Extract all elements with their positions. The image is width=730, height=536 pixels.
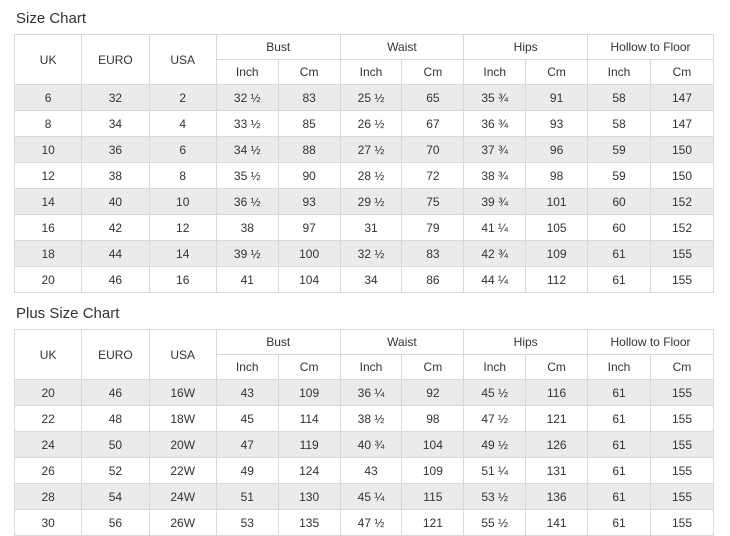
table-row xyxy=(15,432,714,458)
size-chart-title: Size Chart xyxy=(16,10,87,27)
cell-waist-inch: 34 xyxy=(340,267,402,293)
cell-hips-cm: 101 xyxy=(526,189,588,215)
subheader-hips-inch: Inch xyxy=(464,60,526,85)
cell-waist-inch: 28 ½ xyxy=(340,163,402,189)
cell-hollow-inch: 61 xyxy=(588,510,651,536)
cell-hollow-cm: 155 xyxy=(650,406,713,432)
cell-bust-inch: 43 xyxy=(216,380,278,406)
cell-waist-inch: 29 ½ xyxy=(340,189,402,215)
cell-hollow-cm: 155 xyxy=(650,432,713,458)
subheader-hollow-cm: Cm xyxy=(650,60,713,85)
cell-euro: 36 xyxy=(82,137,149,163)
header-uk: UK xyxy=(15,35,82,85)
cell-bust-cm: 83 xyxy=(278,85,340,111)
cell-bust-inch: 35 ½ xyxy=(216,163,278,189)
cell-hips-cm: 96 xyxy=(526,137,588,163)
cell-waist-inch: 38 ½ xyxy=(340,406,402,432)
cell-hips-cm: 93 xyxy=(526,111,588,137)
subheader-hollow-inch: Inch xyxy=(588,60,651,85)
cell-hips-inch: 51 ¼ xyxy=(464,458,526,484)
cell-euro: 54 xyxy=(82,484,149,510)
cell-euro: 46 xyxy=(82,380,149,406)
cell-bust-inch: 51 xyxy=(216,484,278,510)
cell-hollow-inch: 60 xyxy=(588,189,651,215)
table-row xyxy=(15,241,714,267)
cell-bust-inch: 36 ½ xyxy=(216,189,278,215)
cell-waist-inch: 43 xyxy=(340,458,402,484)
cell-hollow-inch: 60 xyxy=(588,215,651,241)
size-chart-group-header-row xyxy=(15,35,714,60)
cell-hips-cm: 98 xyxy=(526,163,588,189)
cell-euro: 38 xyxy=(82,163,149,189)
header-waist: Waist xyxy=(340,35,464,60)
cell-hollow-cm: 155 xyxy=(650,267,713,293)
cell-hollow-inch: 61 xyxy=(588,267,651,293)
cell-hips-inch: 49 ½ xyxy=(464,432,526,458)
cell-euro: 50 xyxy=(82,432,149,458)
section-spacer xyxy=(14,293,716,303)
cell-waist-inch: 31 xyxy=(340,215,402,241)
header-usa: USA xyxy=(149,330,216,380)
cell-bust-inch: 47 xyxy=(216,432,278,458)
cell-hollow-inch: 61 xyxy=(588,432,651,458)
cell-usa: 16W xyxy=(149,380,216,406)
cell-bust-cm: 90 xyxy=(278,163,340,189)
subheader-bust-cm: Cm xyxy=(278,60,340,85)
cell-hollow-inch: 61 xyxy=(588,484,651,510)
cell-bust-inch: 33 ½ xyxy=(216,111,278,137)
table-row xyxy=(15,163,714,189)
table-row xyxy=(15,189,714,215)
table-row xyxy=(15,137,714,163)
cell-bust-cm: 97 xyxy=(278,215,340,241)
cell-waist-cm: 92 xyxy=(402,380,464,406)
cell-usa: 22W xyxy=(149,458,216,484)
cell-hollow-cm: 152 xyxy=(650,189,713,215)
cell-hollow-cm: 152 xyxy=(650,215,713,241)
header-hips: Hips xyxy=(464,330,588,355)
size-chart-head xyxy=(15,35,714,85)
cell-hips-inch: 47 ½ xyxy=(464,406,526,432)
cell-hips-inch: 45 ½ xyxy=(464,380,526,406)
subheader-waist-inch: Inch xyxy=(340,355,402,380)
table-row xyxy=(15,267,714,293)
header-uk: UK xyxy=(15,330,82,380)
cell-bust-cm: 114 xyxy=(278,406,340,432)
table-row xyxy=(15,111,714,137)
cell-waist-inch: 47 ½ xyxy=(340,510,402,536)
cell-hips-inch: 38 ¾ xyxy=(464,163,526,189)
cell-hips-cm: 91 xyxy=(526,85,588,111)
cell-euro: 40 xyxy=(82,189,149,215)
cell-uk: 10 xyxy=(15,137,82,163)
plus-size-chart-table xyxy=(14,329,714,536)
cell-hollow-cm: 147 xyxy=(650,85,713,111)
cell-bust-inch: 32 ½ xyxy=(216,85,278,111)
cell-bust-inch: 53 xyxy=(216,510,278,536)
cell-waist-inch: 26 ½ xyxy=(340,111,402,137)
cell-hips-cm: 112 xyxy=(526,267,588,293)
header-waist: Waist xyxy=(340,330,464,355)
table-row xyxy=(15,458,714,484)
table-row xyxy=(15,510,714,536)
cell-hollow-cm: 155 xyxy=(650,458,713,484)
cell-bust-inch: 49 xyxy=(216,458,278,484)
cell-usa: 20W xyxy=(149,432,216,458)
cell-bust-inch: 41 xyxy=(216,267,278,293)
cell-uk: 16 xyxy=(15,215,82,241)
cell-uk: 28 xyxy=(15,484,82,510)
subheader-waist-cm: Cm xyxy=(402,355,464,380)
cell-bust-cm: 88 xyxy=(278,137,340,163)
cell-hips-cm: 121 xyxy=(526,406,588,432)
subheader-hips-cm: Cm xyxy=(526,355,588,380)
cell-bust-inch: 39 ½ xyxy=(216,241,278,267)
plus-size-chart-head xyxy=(15,330,714,380)
cell-hollow-inch: 61 xyxy=(588,458,651,484)
cell-hips-inch: 44 ¼ xyxy=(464,267,526,293)
cell-usa: 26W xyxy=(149,510,216,536)
cell-euro: 44 xyxy=(82,241,149,267)
cell-hips-inch: 37 ¾ xyxy=(464,137,526,163)
cell-usa: 16 xyxy=(149,267,216,293)
cell-waist-cm: 104 xyxy=(402,432,464,458)
cell-waist-cm: 67 xyxy=(402,111,464,137)
cell-hollow-cm: 147 xyxy=(650,111,713,137)
cell-hollow-inch: 58 xyxy=(588,111,651,137)
table-row xyxy=(15,406,714,432)
cell-hips-cm: 126 xyxy=(526,432,588,458)
cell-hollow-cm: 155 xyxy=(650,484,713,510)
cell-usa: 6 xyxy=(149,137,216,163)
cell-bust-cm: 109 xyxy=(278,380,340,406)
cell-waist-cm: 83 xyxy=(402,241,464,267)
cell-waist-cm: 79 xyxy=(402,215,464,241)
cell-uk: 18 xyxy=(15,241,82,267)
cell-hips-cm: 109 xyxy=(526,241,588,267)
cell-hollow-inch: 61 xyxy=(588,406,651,432)
cell-waist-cm: 121 xyxy=(402,510,464,536)
cell-uk: 20 xyxy=(15,267,82,293)
cell-uk: 12 xyxy=(15,163,82,189)
cell-bust-cm: 104 xyxy=(278,267,340,293)
cell-hips-cm: 116 xyxy=(526,380,588,406)
header-bust: Bust xyxy=(216,330,340,355)
cell-bust-cm: 85 xyxy=(278,111,340,137)
subheader-bust-inch: Inch xyxy=(216,355,278,380)
cell-waist-cm: 109 xyxy=(402,458,464,484)
cell-usa: 12 xyxy=(149,215,216,241)
cell-usa: 18W xyxy=(149,406,216,432)
size-chart-table xyxy=(14,34,714,293)
cell-bust-cm: 119 xyxy=(278,432,340,458)
header-euro: EURO xyxy=(82,35,149,85)
cell-hips-cm: 131 xyxy=(526,458,588,484)
table-row xyxy=(15,85,714,111)
cell-hips-cm: 105 xyxy=(526,215,588,241)
header-euro: EURO xyxy=(82,330,149,380)
subheader-hips-cm: Cm xyxy=(526,60,588,85)
cell-euro: 48 xyxy=(82,406,149,432)
header-usa: USA xyxy=(149,35,216,85)
cell-bust-cm: 135 xyxy=(278,510,340,536)
cell-waist-cm: 115 xyxy=(402,484,464,510)
size-chart-body xyxy=(15,85,714,293)
cell-bust-cm: 100 xyxy=(278,241,340,267)
cell-uk: 14 xyxy=(15,189,82,215)
cell-waist-cm: 98 xyxy=(402,406,464,432)
subheader-bust-cm: Cm xyxy=(278,355,340,380)
cell-usa: 4 xyxy=(149,111,216,137)
cell-hips-inch: 41 ¼ xyxy=(464,215,526,241)
subheader-waist-cm: Cm xyxy=(402,60,464,85)
plus-size-chart-body xyxy=(15,380,714,536)
table-row xyxy=(15,380,714,406)
cell-euro: 34 xyxy=(82,111,149,137)
cell-waist-inch: 32 ½ xyxy=(340,241,402,267)
cell-hollow-cm: 155 xyxy=(650,241,713,267)
subheader-bust-inch: Inch xyxy=(216,60,278,85)
cell-hollow-cm: 150 xyxy=(650,137,713,163)
cell-waist-cm: 65 xyxy=(402,85,464,111)
subheader-hollow-cm: Cm xyxy=(650,355,713,380)
cell-uk: 26 xyxy=(15,458,82,484)
cell-euro: 32 xyxy=(82,85,149,111)
cell-uk: 6 xyxy=(15,85,82,111)
subheader-hips-inch: Inch xyxy=(464,355,526,380)
cell-hips-inch: 35 ¾ xyxy=(464,85,526,111)
cell-hollow-inch: 59 xyxy=(588,137,651,163)
cell-hollow-cm: 150 xyxy=(650,163,713,189)
cell-usa: 8 xyxy=(149,163,216,189)
cell-waist-inch: 45 ¼ xyxy=(340,484,402,510)
header-hollow-to-floor: Hollow to Floor xyxy=(588,35,714,60)
cell-euro: 42 xyxy=(82,215,149,241)
header-hips: Hips xyxy=(464,35,588,60)
cell-uk: 22 xyxy=(15,406,82,432)
cell-uk: 24 xyxy=(15,432,82,458)
cell-hips-inch: 39 ¾ xyxy=(464,189,526,215)
cell-bust-inch: 38 xyxy=(216,215,278,241)
cell-bust-inch: 34 ½ xyxy=(216,137,278,163)
cell-bust-inch: 45 xyxy=(216,406,278,432)
cell-hips-inch: 53 ½ xyxy=(464,484,526,510)
cell-uk: 8 xyxy=(15,111,82,137)
cell-usa: 10 xyxy=(149,189,216,215)
cell-bust-cm: 130 xyxy=(278,484,340,510)
cell-waist-cm: 75 xyxy=(402,189,464,215)
cell-usa: 14 xyxy=(149,241,216,267)
table-row xyxy=(15,484,714,510)
cell-waist-cm: 86 xyxy=(402,267,464,293)
cell-euro: 52 xyxy=(82,458,149,484)
cell-hips-cm: 141 xyxy=(526,510,588,536)
cell-usa: 2 xyxy=(149,85,216,111)
cell-waist-inch: 36 ¼ xyxy=(340,380,402,406)
plus-size-chart-title: Plus Size Chart xyxy=(16,305,120,322)
cell-waist-inch: 27 ½ xyxy=(340,137,402,163)
cell-hollow-inch: 61 xyxy=(588,241,651,267)
cell-waist-inch: 25 ½ xyxy=(340,85,402,111)
cell-waist-inch: 40 ¾ xyxy=(340,432,402,458)
header-hollow-to-floor: Hollow to Floor xyxy=(588,330,714,355)
header-bust: Bust xyxy=(216,35,340,60)
cell-bust-cm: 124 xyxy=(278,458,340,484)
table-row xyxy=(15,215,714,241)
subheader-waist-inch: Inch xyxy=(340,60,402,85)
cell-hollow-inch: 61 xyxy=(588,380,651,406)
cell-hips-inch: 42 ¾ xyxy=(464,241,526,267)
cell-uk: 30 xyxy=(15,510,82,536)
cell-euro: 56 xyxy=(82,510,149,536)
cell-waist-cm: 72 xyxy=(402,163,464,189)
cell-bust-cm: 93 xyxy=(278,189,340,215)
cell-uk: 20 xyxy=(15,380,82,406)
cell-usa: 24W xyxy=(149,484,216,510)
cell-hollow-cm: 155 xyxy=(650,510,713,536)
cell-hips-inch: 36 ¾ xyxy=(464,111,526,137)
cell-euro: 46 xyxy=(82,267,149,293)
cell-hollow-cm: 155 xyxy=(650,380,713,406)
cell-waist-cm: 70 xyxy=(402,137,464,163)
plus-size-chart-group-header-row xyxy=(15,330,714,355)
cell-hollow-inch: 59 xyxy=(588,163,651,189)
subheader-hollow-inch: Inch xyxy=(588,355,651,380)
cell-hips-inch: 55 ½ xyxy=(464,510,526,536)
cell-hips-cm: 136 xyxy=(526,484,588,510)
cell-hollow-inch: 58 xyxy=(588,85,651,111)
